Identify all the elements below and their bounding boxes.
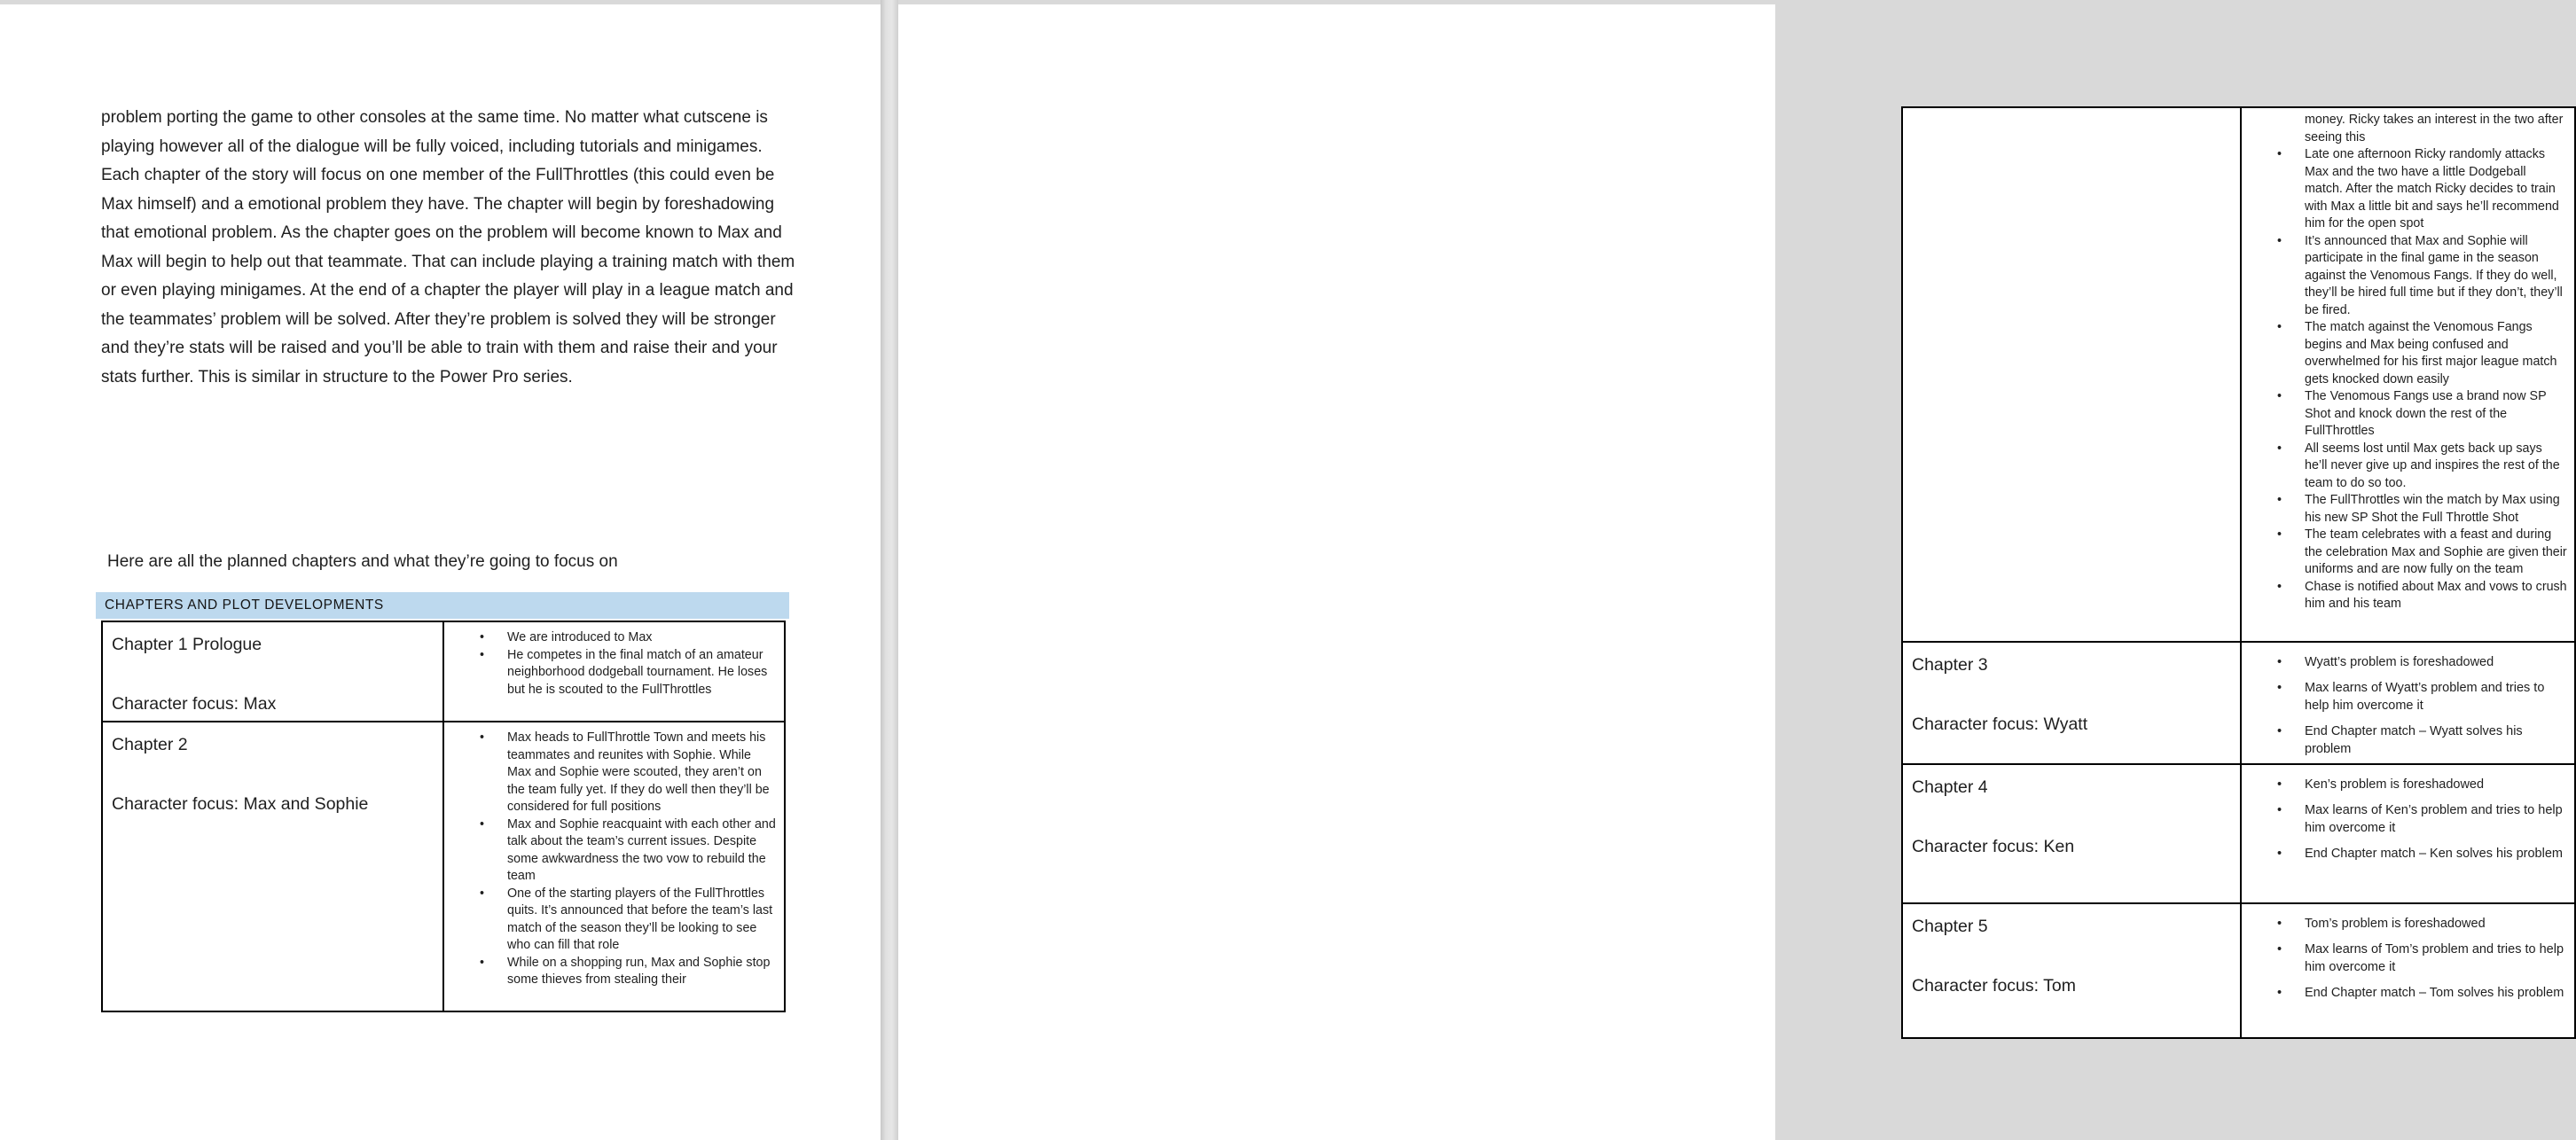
plot-bullet[interactable]: • He competes in the final match of an amateur neighborhood dodgeball tournament. He loses but he is scouted to the FullThrottles bbox=[478, 647, 777, 699]
chapter-title[interactable]: Chapter 2 bbox=[112, 735, 188, 754]
plot-bullet-list bbox=[2275, 915, 2567, 1002]
character-focus[interactable]: Character focus: Wyatt bbox=[1912, 714, 2088, 734]
plot-bullet[interactable]: • Max and Sophie reacquaint with each other and talk about the team’s current issues. Despite some awkwardness the two vow to rebuild the team bbox=[478, 816, 777, 886]
plot-bullet[interactable]: • Ken’s problem is foreshadowed bbox=[2275, 776, 2567, 793]
plot-bullet[interactable]: • Chase is notified about Max and vows to crush him and his team bbox=[2275, 579, 2567, 613]
chapter-cell[interactable] bbox=[1903, 108, 2242, 641]
plot-bullet[interactable]: • One of the starting players of the FullThrottles quits. It’s announced that before the team’s last match of the season they’ll be looking to see who can fill that role bbox=[478, 886, 777, 955]
plot-cell[interactable] bbox=[2242, 765, 2574, 902]
plot-bullet[interactable]: • End Chapter match – Tom solves his problem bbox=[2275, 984, 2567, 1002]
plot-bullet[interactable]: • Wyatt’s problem is foreshadowed bbox=[2275, 653, 2567, 671]
chapters-table-page-1 bbox=[101, 621, 786, 1012]
plot-cell[interactable] bbox=[2242, 904, 2574, 1037]
character-focus[interactable]: Character focus: Max bbox=[112, 694, 277, 714]
body-paragraph[interactable]: problem porting the game to other consoles at the same time. No matter what cutscene is playing however all of the dialogue will be fully voiced, including tutorials and minigames. Each chapter of the story will focus on one member of the FullThrottles (this could even be Max himself) and a emotional problem they have. The chapter will begin by foreshadowing that emotional problem. As the chapter goes on the problem will become known to Max and Max will begin to help out that teammate. That can include playing a training match with them or even playing minigames. At the end of a chapter the player will play in a league match and the teammates’ problem will be solved. After they’re problem is solved they will be stronger and they’re stats will be raised and you’ll be able to train with them and raise their and your stats further. This is similar in structure to the Power Pro series. bbox=[101, 108, 795, 387]
chapter-title[interactable]: Chapter 5 bbox=[1912, 917, 1988, 936]
table-title-bar[interactable]: CHAPTERS AND PLOT DEVELOPMENTS bbox=[96, 592, 789, 619]
chapters-table-page-2 bbox=[1901, 106, 2576, 1039]
chapter-cell[interactable] bbox=[1903, 765, 2242, 902]
plot-bullet[interactable]: • It’s announced that Max and Sophie will participate in the final game in the season against the Venomous Fangs. If they do well, they’ll be hired full time but if they don’t, they’ll be fired. bbox=[2275, 233, 2567, 320]
plot-bullet[interactable]: • Tom’s problem is foreshadowed bbox=[2275, 915, 2567, 933]
plot-bullet-list bbox=[478, 730, 777, 989]
plot-bullet-list bbox=[2275, 653, 2567, 758]
chapter-cell[interactable] bbox=[103, 622, 444, 721]
chapter-cell[interactable] bbox=[103, 722, 444, 1011]
character-focus[interactable]: Character focus: Max and Sophie bbox=[112, 794, 369, 814]
chapter-cell[interactable] bbox=[1903, 643, 2242, 763]
chapter-title[interactable]: Chapter 4 bbox=[1912, 777, 1988, 797]
chapter-cell[interactable] bbox=[1903, 904, 2242, 1037]
plot-cell[interactable] bbox=[2242, 643, 2574, 763]
plot-bullet[interactable]: • The FullThrottles win the match by Max using his new SP Shot the Full Throttle Shot bbox=[2275, 492, 2567, 527]
plot-bullet[interactable]: • Max heads to FullThrottle Town and meets his teammates and reunites with Sophie. While Max and Sophie were scouted, they aren’t on the team fully yet. If they do well then they’ll be considered for full positions bbox=[478, 730, 777, 816]
plot-bullet-list bbox=[2275, 146, 2567, 613]
plot-bullet[interactable]: • Max learns of Ken’s problem and tries to help him overcome it bbox=[2275, 801, 2567, 837]
table-row bbox=[103, 622, 784, 721]
table-row bbox=[103, 721, 784, 1011]
chapter-title[interactable]: Chapter 3 bbox=[1912, 655, 1988, 675]
plot-bullet[interactable]: • Max learns of Wyatt’s problem and tries to help him overcome it bbox=[2275, 679, 2567, 714]
table-row bbox=[1903, 641, 2574, 763]
plot-cell[interactable] bbox=[444, 722, 784, 1011]
document-page-1[interactable] bbox=[0, 4, 881, 1140]
page-gap-divider bbox=[881, 0, 898, 1140]
plot-bullet[interactable]: • The team celebrates with a feast and during the celebration Max and Sophie are given their uniforms and are now fully on the team bbox=[2275, 527, 2567, 579]
character-focus[interactable]: Character focus: Tom bbox=[1912, 976, 2076, 996]
plot-bullet[interactable]: • End Chapter match – Ken solves his problem bbox=[2275, 845, 2567, 863]
document-page-2[interactable] bbox=[898, 4, 2567, 1140]
plot-bullet[interactable]: • All seems lost until Max gets back up says he’ll never give up and inspires the rest of the team to do so too. bbox=[2275, 441, 2567, 493]
plot-cell[interactable] bbox=[444, 622, 784, 721]
plot-bullet[interactable]: • We are introduced to Max bbox=[478, 629, 777, 647]
plot-bullet[interactable]: • While on a shopping run, Max and Sophie stop some thieves from stealing their bbox=[478, 955, 777, 989]
plot-bullet[interactable]: • Late one afternoon Ricky randomly attacks Max and the two have a little Dodgeball match. After the match Ricky decides to train with Max a little bit and says he’ll recommend him for the open spot bbox=[2275, 146, 2567, 233]
plot-cell[interactable] bbox=[2242, 108, 2574, 641]
table-row bbox=[1903, 902, 2574, 1037]
plot-bullet-list bbox=[2275, 776, 2567, 863]
chapters-intro-line[interactable]: Here are all the planned chapters and what they’re going to focus on bbox=[107, 552, 618, 571]
table-row bbox=[1903, 763, 2574, 902]
table-row bbox=[1903, 108, 2574, 641]
character-focus[interactable]: Character focus: Ken bbox=[1912, 837, 2075, 856]
chapter-title[interactable]: Chapter 1 Prologue bbox=[112, 635, 262, 654]
plot-bullet[interactable]: • The match against the Venomous Fangs begins and Max being confused and overwhelmed for his first major league match gets knocked down easily bbox=[2275, 319, 2567, 388]
plot-bullet[interactable]: • End Chapter match – Wyatt solves his problem bbox=[2275, 722, 2567, 758]
plot-bullet[interactable]: • The Venomous Fangs use a brand now SP Shot and knock down the rest of the FullThrottles bbox=[2275, 388, 2567, 441]
plot-bullet-list bbox=[478, 629, 777, 699]
continued-bullet-text[interactable]: money. Ricky takes an interest in the two after seeing this bbox=[2305, 113, 2564, 144]
plot-bullet[interactable]: • Max learns of Tom’s problem and tries to help him overcome it bbox=[2275, 941, 2567, 976]
